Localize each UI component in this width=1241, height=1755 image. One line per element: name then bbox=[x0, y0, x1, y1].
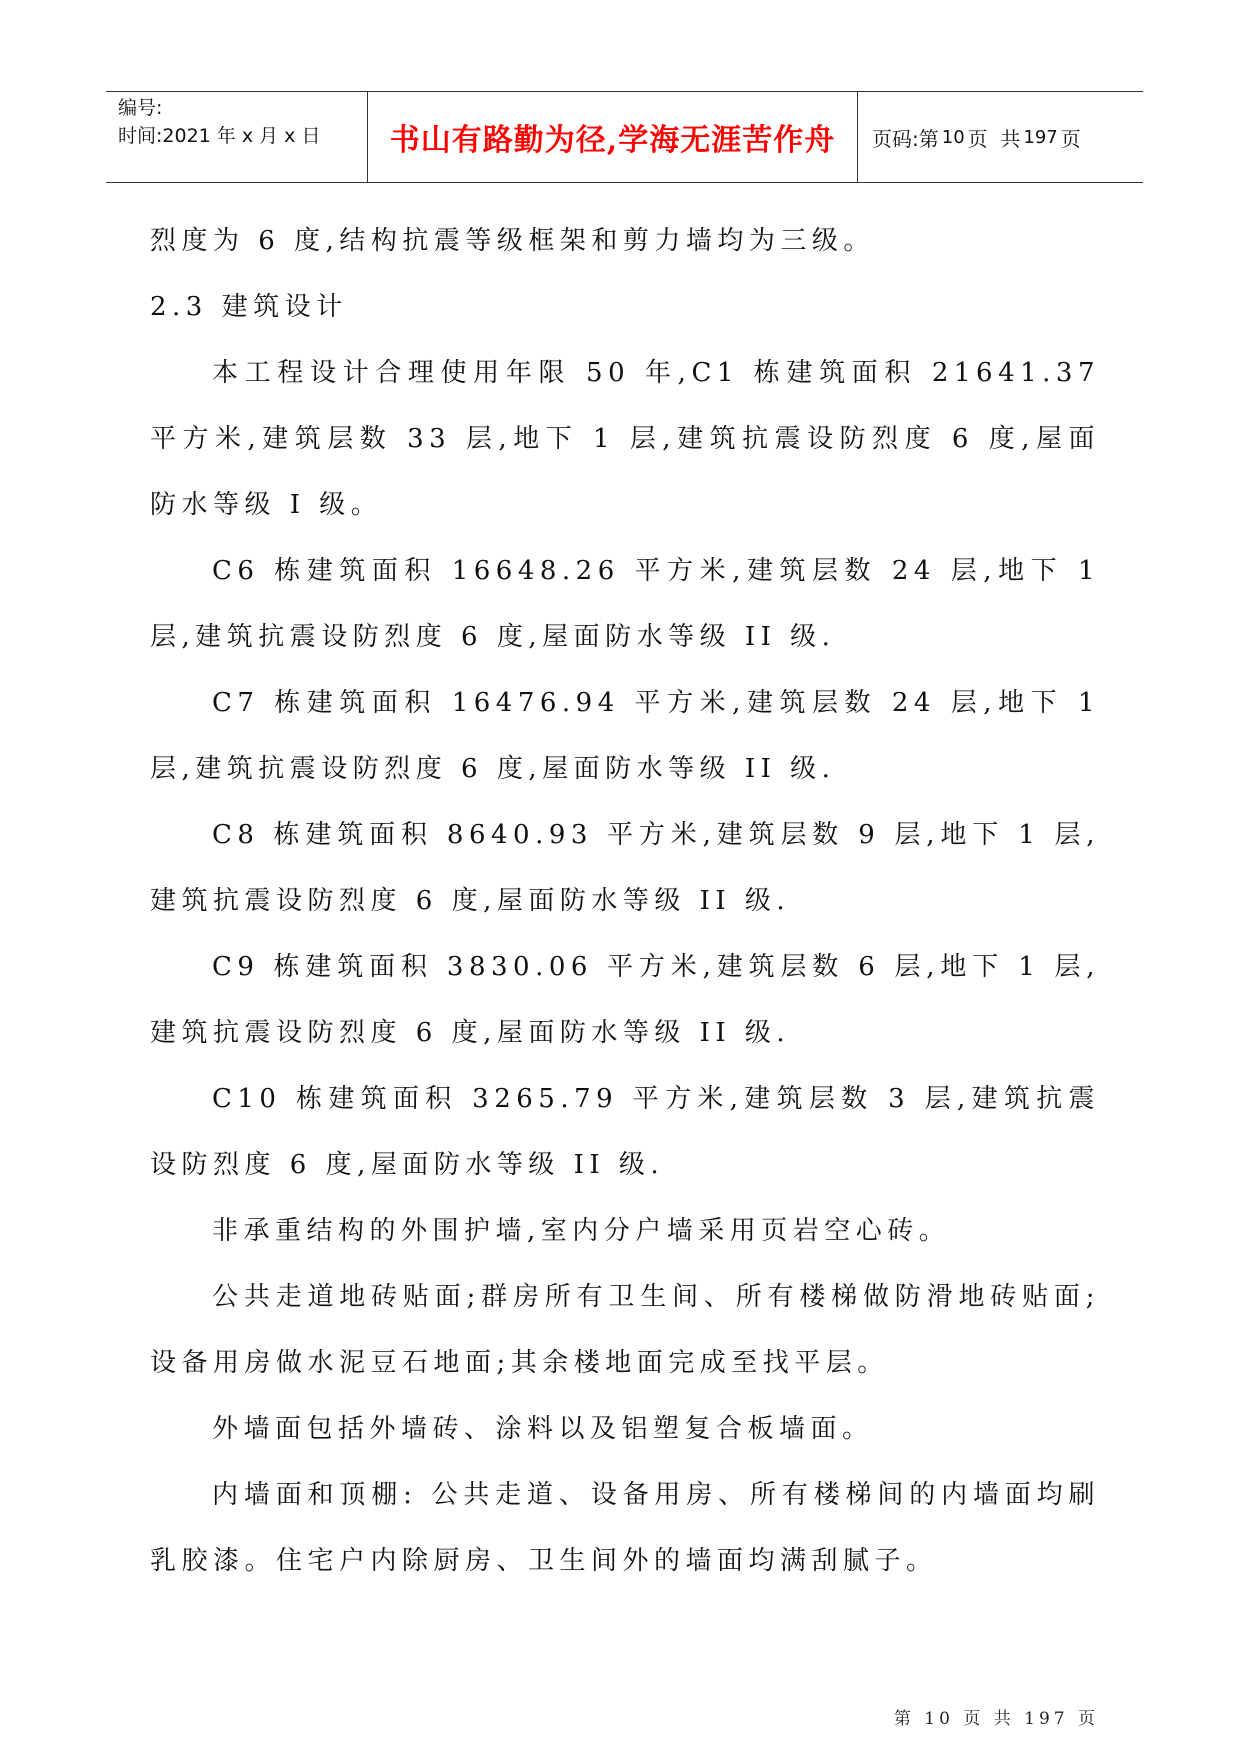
page-total-number: 197 bbox=[1023, 126, 1058, 148]
page-footer: 第 10 页 共 197 页 bbox=[893, 1709, 1099, 1729]
paragraph-continuation: 烈度为 6 度,结构抗震等级框架和剪力墙均为三级。 bbox=[150, 226, 875, 256]
serial-number-label: 编号: bbox=[118, 97, 163, 119]
paragraph-c1: 本工程设计合理使用年限 50 年,C1 栋建筑面积 21641.37 平方米,建筑层数 33 层,地下 1 层,建筑抗震设防烈度 6 度,屋面防水等级 I 级。 bbox=[150, 358, 1100, 520]
page-label-mid: 页 共 bbox=[967, 126, 1021, 151]
header-left-cell bbox=[106, 92, 368, 182]
paragraph-c9: C9 栋建筑面积 3830.06 平方米,建筑层数 6 层,地下 1 层,建筑抗震设防烈度 6 度,屋面防水等级 II 级. bbox=[150, 952, 1100, 1048]
paragraph-interior: 内墙面和顶棚: 公共走道、设备用房、所有楼梯间的内墙面均刷乳胶漆。住宅户内除厨房、卫生间外的墙面均满刮腻子。 bbox=[150, 1480, 1100, 1576]
time-label: 时间:2021 年 x 月 x 日 bbox=[118, 125, 321, 147]
paragraph-c8: C8 栋建筑面积 8640.93 平方米,建筑层数 9 层,地下 1 层,建筑抗震设防烈度 6 度,屋面防水等级 II 级. bbox=[150, 820, 1100, 916]
paragraph-c6: C6 栋建筑面积 16648.26 平方米,建筑层数 24 层,地下 1 层,建筑抗震设防烈度 6 度,屋面防水等级 II 级. bbox=[150, 556, 1100, 652]
header-page-info bbox=[858, 92, 1143, 182]
page-header bbox=[106, 91, 1143, 183]
page-label-prefix: 页码:第 bbox=[872, 126, 939, 151]
paragraph-exterior: 外墙面包括外墙砖、涂料以及铝塑复合板墙面。 bbox=[212, 1414, 874, 1444]
paragraph-c10: C10 栋建筑面积 3265.79 平方米,建筑层数 3 层,建筑抗震设防烈度 6 度,屋面防水等级 II 级. bbox=[150, 1084, 1100, 1180]
header-motto: 书山有路勤为径,学海无涯苦作舟 bbox=[389, 123, 836, 158]
page-current-number: 10 bbox=[941, 126, 965, 148]
header-middle-cell bbox=[368, 92, 858, 182]
paragraph-walls: 非承重结构的外围护墙,室内分户墙采用页岩空心砖。 bbox=[212, 1216, 951, 1246]
document-body bbox=[150, 208, 1100, 1594]
page-label-suffix: 页 bbox=[1060, 126, 1081, 151]
paragraph-floors: 公共走道地砖贴面;群房所有卫生间、所有楼梯做防滑地砖贴面;设备用房做水泥豆石地面;其余楼地面完成至找平层。 bbox=[150, 1282, 1100, 1378]
paragraph-c7: C7 栋建筑面积 16476.94 平方米,建筑层数 24 层,地下 1 层,建筑抗震设防烈度 6 度,屋面防水等级 II 级. bbox=[150, 688, 1100, 784]
section-heading: 2.3 建筑设计 bbox=[150, 292, 348, 322]
